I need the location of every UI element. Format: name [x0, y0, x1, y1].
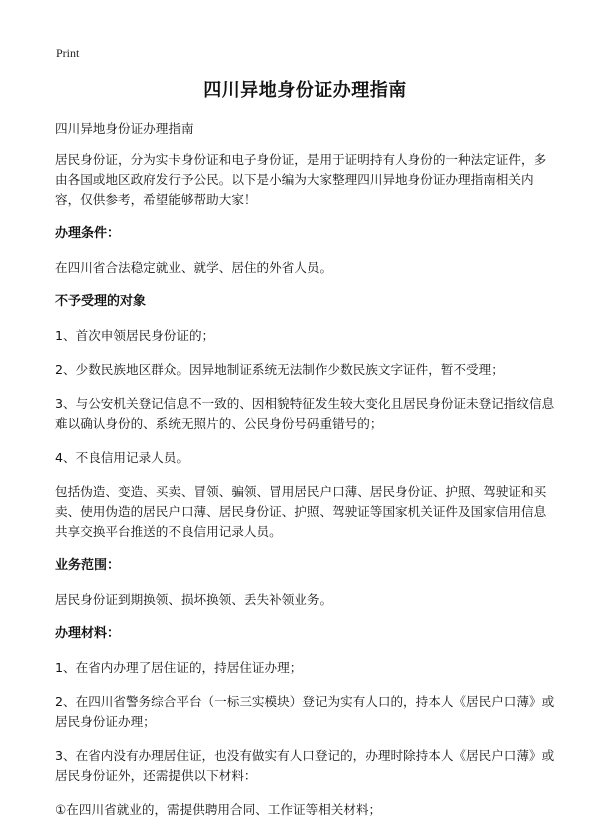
page-title: 四川异地身份证办理指南	[203, 80, 407, 101]
paragraph: 3、在省内没有办理居住证，也没有做实有人口登记的，办理时除持本人《居民户口薄》或居民身份证外，还需提供以下材料：	[55, 748, 555, 783]
intro-paragraph: 居民身份证，分为实卡身份证和电子身份证，是用于证明持有人身份的一种法定证件，多由各国或地区政府发行予公民。以下是小编为大家整理四川异地身份证办理指南相关内容，仅供参考，希望能够帮助大家！	[55, 152, 547, 207]
section-heading-conditions: 办理条件：	[55, 226, 121, 241]
section-heading-scope: 业务范围：	[55, 558, 121, 573]
paragraph: 3、与公安机关登记信息不一致的、因相貌特征发生较大变化且居民身份证未登记指纹信息难以确认身份的、系统无照片的、公民身份号码重错号的；	[55, 396, 555, 431]
section-heading-rejected: 不予受理的对象	[55, 294, 147, 309]
paragraph: 2、在四川省警务综合平台（一标三实模块）登记为实有人口的，持本人《居民户口薄》或居民身份证办理；	[55, 694, 555, 729]
paragraph: 居民身份证到期换领、损坏换领、丢失补领业务。	[55, 592, 333, 607]
section-heading-materials: 办理材料：	[55, 626, 121, 641]
print-link[interactable]: Print	[56, 46, 80, 60]
document-body	[55, 78, 555, 834]
paragraph: 4、不良信用记录人员。	[55, 450, 189, 465]
paragraph: ①在四川省就业的，需提供聘用合同、工作证等相关材料；	[55, 802, 382, 817]
document-subtitle: 四川异地身份证办理指南	[55, 121, 194, 136]
paragraph: 1、在省内办理了居住证的，持居住证办理；	[55, 660, 303, 675]
paragraph: 包括伪造、变造、买卖、冒领、骗领、冒用居民户口薄、居民身份证、护照、驾驶证和买卖、使用伪造的居民户口薄、居民身份证、护照、驾驶证等国家机关证件及国家信用信息共享交换平台推送的不良信用记录人员。	[55, 484, 547, 539]
paragraph: 2、少数民族地区群众。因异地制证系统无法制作少数民族文字证件，暂不受理；	[55, 362, 504, 377]
paragraph: 1、首次申领居民身份证的；	[55, 328, 215, 343]
paragraph: 在四川省合法稳定就业、就学、居住的外省人员。	[55, 260, 333, 275]
